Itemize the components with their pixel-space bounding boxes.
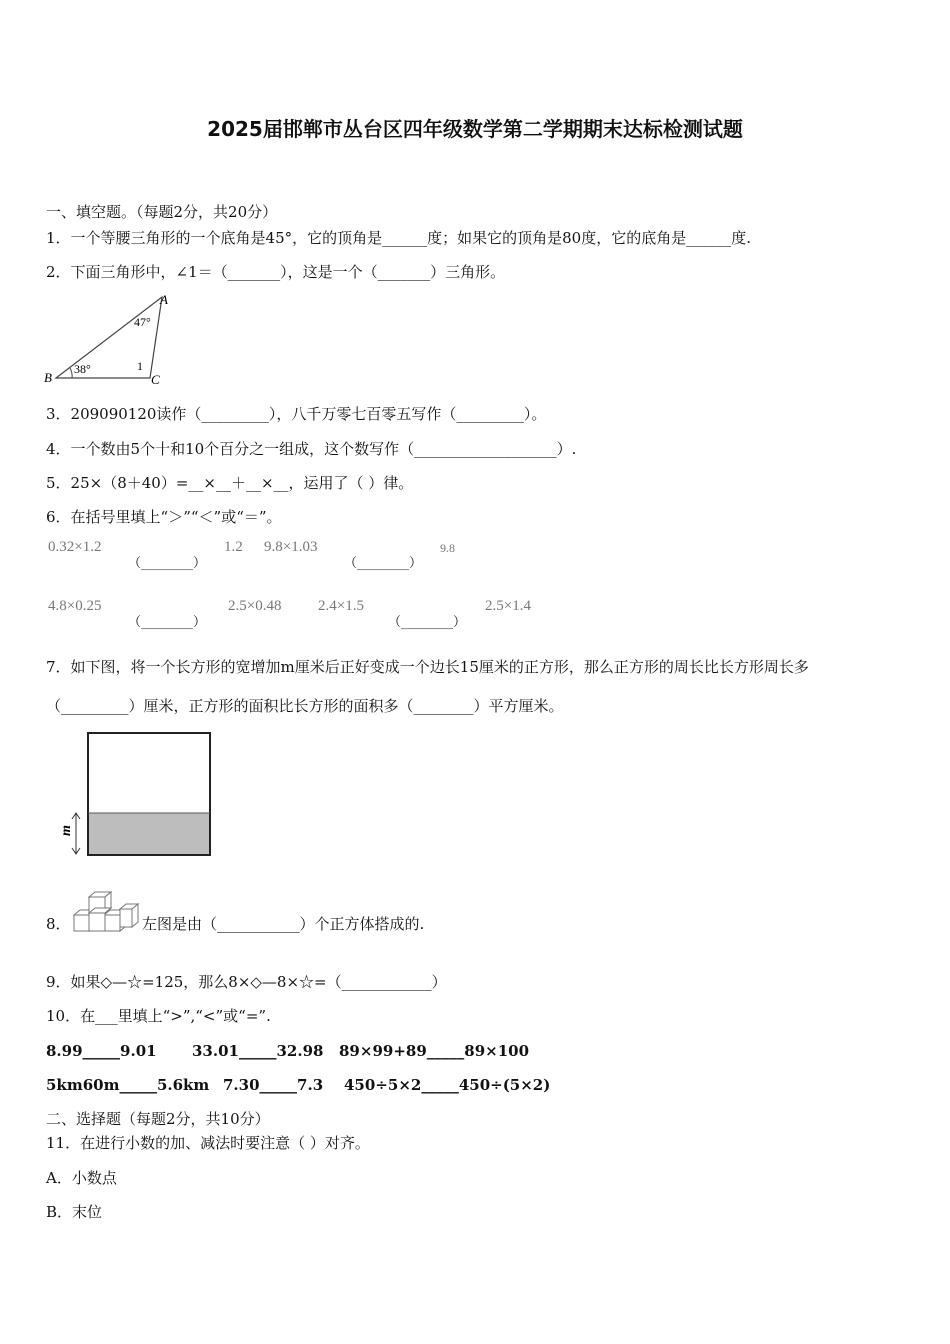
- compare-item-f: 450÷5×2_____450÷(5×2): [344, 1076, 551, 1094]
- compare-item-d: 5km60m_____5.6km: [46, 1076, 210, 1094]
- question-7-line-2: （_________）厘米，正方形的面积比长方形的面积多（________）平方厘米。: [46, 697, 564, 715]
- compare-1-left: 0.32×1.2: [48, 539, 102, 555]
- option-a: A．小数点: [46, 1169, 117, 1187]
- compare-1-right: 1.2: [224, 539, 243, 555]
- question-5: 5．25×（8＋40）=__×__＋__×__，运用了（ ）律。: [46, 474, 414, 492]
- section-2-heading: 二、选择题（每题2分，共10分）: [46, 1110, 270, 1128]
- compare-item-b: 33.01_____32.98: [192, 1042, 324, 1060]
- option-b: B．末位: [46, 1203, 103, 1221]
- m-label: m: [59, 825, 74, 836]
- section-1-heading: 一、填空题。（每题2分，共20分）: [46, 203, 278, 221]
- compare-2-right: 9.8: [440, 541, 455, 555]
- question-3: 3．209090120读作（_________），八千万零七百零五写作（_________）。: [46, 405, 547, 423]
- compare-item-a: 8.99_____9.01: [46, 1042, 157, 1060]
- page-title: 2025届邯郸市丛台区四年级数学第二学期期末达标检测试题: [207, 117, 743, 141]
- question-8-number: 8．: [46, 915, 71, 933]
- vertex-b-label: B: [44, 370, 52, 385]
- compare-item-c: 89×99+89_____89×100: [339, 1042, 530, 1060]
- angle-a-label: 47°: [134, 315, 151, 329]
- vertex-c-label: C: [151, 372, 160, 387]
- angle-1-label: 1: [137, 359, 143, 373]
- question-8-text: 左图是由（___________）个正方体搭成的.: [142, 915, 425, 933]
- compare-4-right: 2.5×1.4: [485, 598, 531, 614]
- compare-2-left: 9.8×1.03: [264, 539, 318, 555]
- question-7-line-1: 7．如下图，将一个长方形的宽增加m厘米后正好变成一个边长15厘米的正方形，那么正方形的周长比长方形周长多: [46, 658, 809, 676]
- question-2: 2．下面三角形中，∠1＝（_______），这是一个（_______）三角形。: [46, 263, 506, 281]
- compare-1-blank: （________）: [128, 556, 207, 571]
- question-11: 11．在进行小数的加、减法时要注意（ ）对齐。: [46, 1134, 370, 1152]
- question-4: 4．一个数由5个十和10个百分之一组成，这个数写作（___________________）.: [46, 440, 577, 458]
- vertex-a-label: A: [160, 292, 168, 307]
- question-10: 10．在___里填上“>”,“<”或“=”.: [46, 1007, 271, 1025]
- compare-3-blank: （________）: [128, 615, 207, 630]
- triangle-figure: [40, 290, 180, 390]
- compare-4-left: 2.4×1.5: [318, 598, 364, 614]
- cube-stack-icon: [68, 884, 142, 936]
- question-9: 9．如果◇—☆=125，那么8×◇—8×☆=（____________）: [46, 973, 447, 991]
- compare-item-e: 7.30_____7.3: [223, 1076, 324, 1094]
- question-6: 6．在括号里填上“＞”“＜”或“＝”。: [46, 508, 282, 526]
- compare-3-left: 4.8×0.25: [48, 598, 102, 614]
- question-1: 1．一个等腰三角形的一个底角是45°，它的顶角是______度；如果它的顶角是80度，它的底角是______度.: [46, 229, 751, 247]
- angle-b-label: 38°: [74, 362, 91, 376]
- compare-2-blank: （________）: [344, 556, 423, 571]
- compare-4-blank: （________）: [388, 615, 467, 630]
- rectangle-figure: [50, 728, 220, 863]
- compare-3-right: 2.5×0.48: [228, 598, 282, 614]
